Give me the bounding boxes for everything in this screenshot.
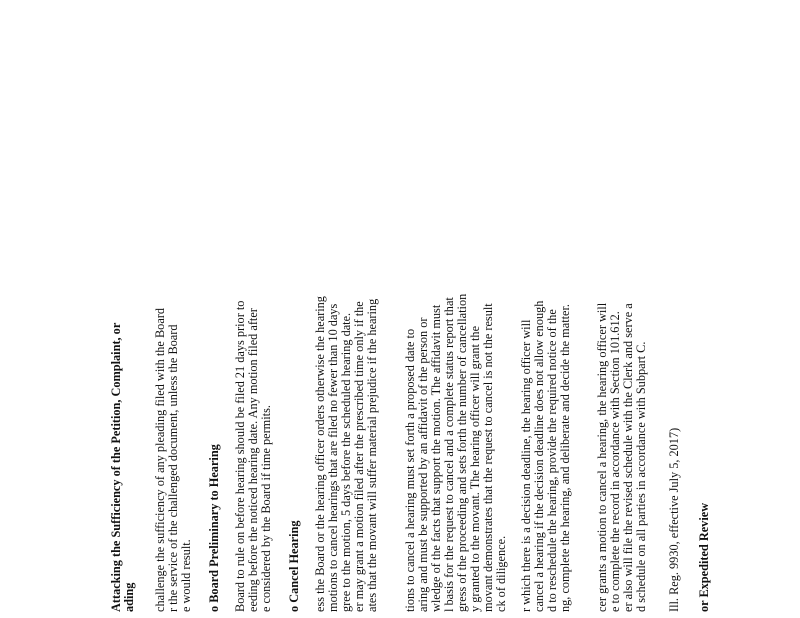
paragraph-cancel-4 xyxy=(596,12,648,612)
text-line: movant demonstrates that the request to cancel is not the result xyxy=(481,303,495,612)
text-line: r which there is a decision deadline, the hearing officer will xyxy=(519,319,533,612)
text-line: er may grant a motion filed after the prescribed time only if the xyxy=(352,301,366,612)
paragraph-cancel-1 xyxy=(314,12,379,612)
text-line: ess the Board or the hearing officer orders otherwise the hearing xyxy=(313,296,327,612)
text-line: d to reschedule the hearing, provide the required notice of the xyxy=(545,309,559,612)
source-note xyxy=(668,12,681,612)
paragraph-sufficiency xyxy=(154,12,193,612)
text-line: motions to cancel hearings that are filed no fewer than 10 days xyxy=(326,303,340,612)
paragraph-preliminary xyxy=(234,12,273,612)
heading-cancel-hearing xyxy=(288,12,301,612)
paragraph-cancel-3 xyxy=(520,12,572,612)
text-line: Attacking the Sufficiency of the Petition, Complaint, or xyxy=(109,322,123,612)
text-line: e considered by the Board if time permits. xyxy=(259,405,273,612)
text-line: gress of the proceeding and sets forth the number of cancellation xyxy=(455,293,469,612)
text-line: wledge of the facts that support the motion. The affidavit must xyxy=(429,304,443,612)
paragraph-cancel-2 xyxy=(404,12,508,612)
text-line: cer grants a motion to cancel a hearing, the hearing officer will xyxy=(595,302,609,612)
heading-preliminary xyxy=(208,12,221,612)
text-line: gree to the motion, 5 days before the scheduled hearing date. xyxy=(339,312,353,612)
text-line: ates that the movant will suffer material prejudice if the hearing xyxy=(365,298,379,612)
text-line: ading xyxy=(122,582,136,612)
text-line: aring and must be supported by an affidavit of the person or xyxy=(416,317,430,612)
text-line: eeding before the noticed hearing date. Any motion filed after xyxy=(246,308,260,612)
text-line: cancel a hearing if the decision deadline does not allow enough xyxy=(532,300,546,612)
text-line: ng, complete the hearing, and deliberate and decide the matter. xyxy=(558,304,572,612)
text-line: or Expedited Review xyxy=(697,502,711,612)
text-line: challenge the sufficiency of any pleading filed with the Board xyxy=(153,307,167,612)
heading-sufficiency xyxy=(110,12,136,612)
text-line: y granted to the movant. The hearing officer will grant the xyxy=(468,325,482,612)
text-line: e to complete the record in accordance with Section 101.612. xyxy=(608,311,622,612)
text-line: ck of diligence. xyxy=(494,535,508,612)
text-line: l basis for the request to cancel and a complete status report that xyxy=(442,297,456,612)
text-line: o Cancel Hearing xyxy=(287,520,301,612)
text-line: d schedule on all parties in accordance with Subpart C. xyxy=(634,341,648,612)
text-line: Board to rule on before hearing should be filed 21 days prior to xyxy=(233,300,247,612)
text-line: r the service of the challenged document, unless the Board xyxy=(166,324,180,612)
heading-expedited-review xyxy=(698,12,711,612)
text-line: tions to cancel a hearing must set forth a proposed date to xyxy=(403,328,417,612)
text-line: er also will file the revised schedule with the Clerk and serve a xyxy=(621,303,635,612)
text-line: e would result. xyxy=(179,539,193,612)
text-line: Ill. Reg. 9930, effective July 5, 2017) xyxy=(667,427,681,612)
text-line: o Board Preliminary to Hearing xyxy=(207,444,221,612)
